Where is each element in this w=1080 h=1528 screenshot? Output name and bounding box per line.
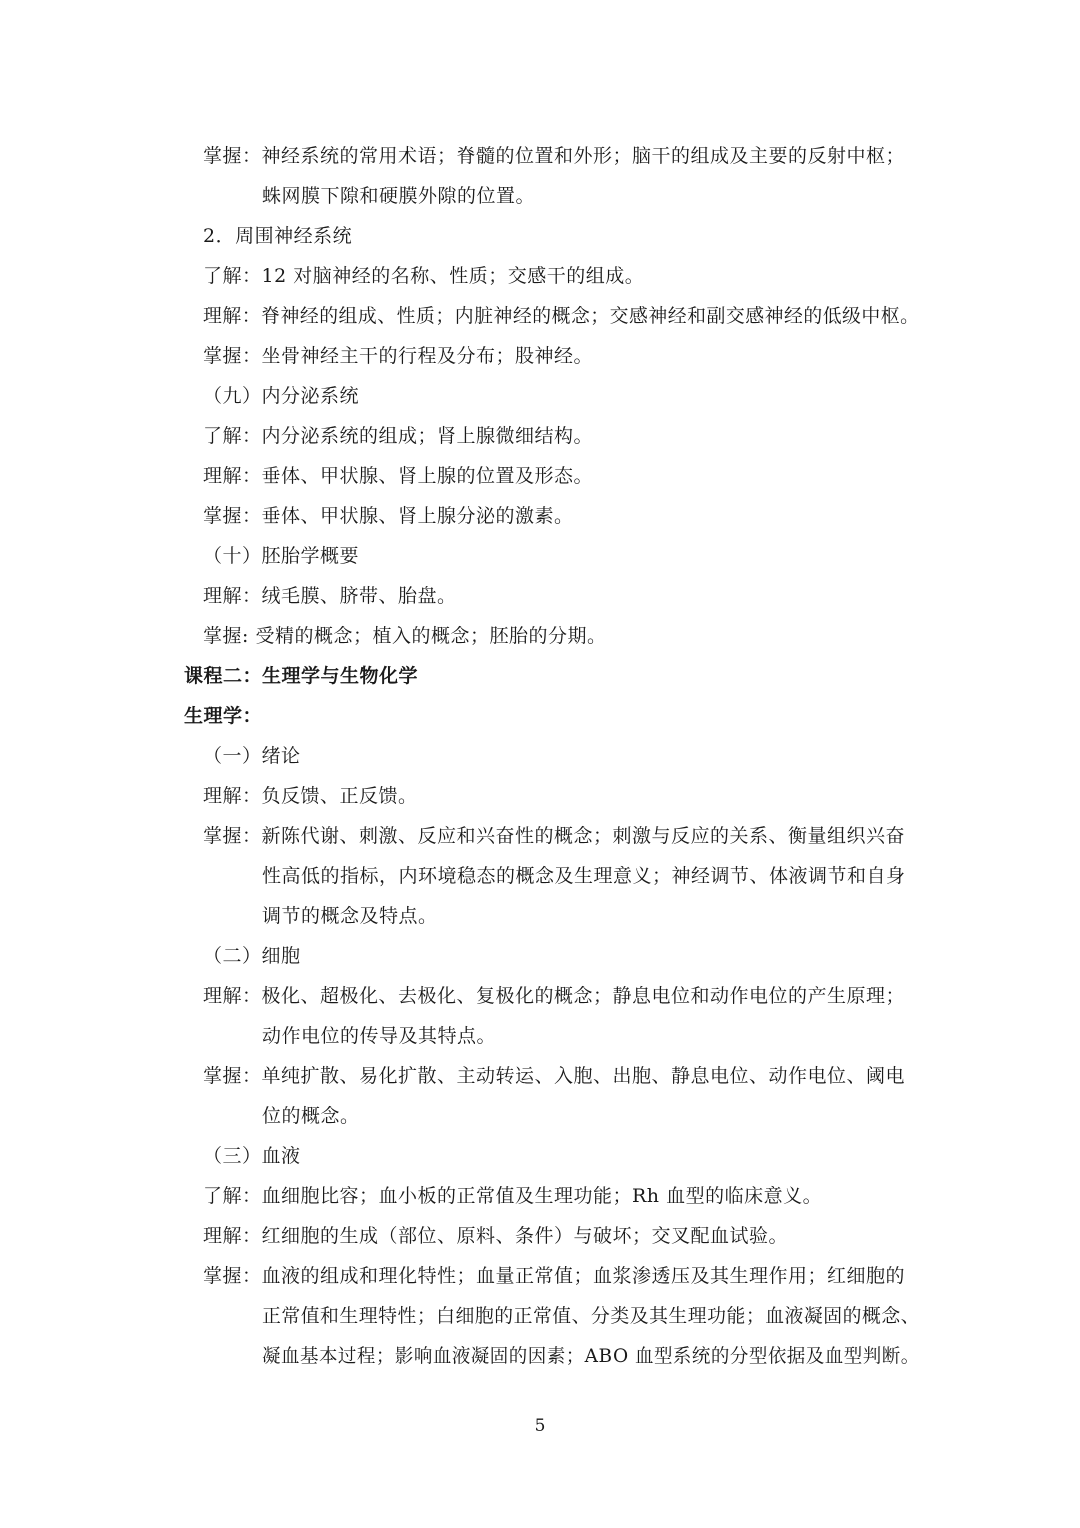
text-line: 调节的概念及特点。 bbox=[262, 905, 438, 927]
text-line: 了解：内分泌系统的组成；肾上腺微细结构。 bbox=[203, 425, 594, 447]
text-line: 性高低的指标，内环境稳态的概念及生理意义；神经调节、体液调节和自身 bbox=[262, 865, 906, 887]
text-line: 了解：12 对脑神经的名称、性质；交感干的组成。 bbox=[203, 265, 645, 287]
section-heading: （十）胚胎学概要 bbox=[203, 545, 360, 567]
page-number: 5 bbox=[534, 1416, 546, 1436]
text-line: 了解：血细胞比容；血小板的正常值及生理功能；Rh 血型的临床意义。 bbox=[203, 1185, 823, 1207]
section-heading: （三）血液 bbox=[203, 1145, 301, 1167]
text-line: 动作电位的传导及其特点。 bbox=[262, 1025, 497, 1047]
section-heading: （九）内分泌系统 bbox=[203, 385, 360, 407]
text-line: 凝血基本过程；影响血液凝固的因素；ABO 血型系统的分型依据及血型判断。 bbox=[262, 1345, 920, 1367]
course-heading: 课程二：生理学与生物化学 bbox=[184, 665, 419, 687]
text-line: 掌握：坐骨神经主干的行程及分布；股神经。 bbox=[203, 345, 594, 367]
text-line: 理解：极化、超极化、去极化、复极化的概念；静息电位和动作电位的产生原理； bbox=[203, 985, 906, 1007]
text-line: 掌握：神经系统的常用术语；脊髓的位置和外形；脑干的组成及主要的反射中枢； bbox=[203, 145, 906, 167]
text-line: 掌握：新陈代谢、刺激、反应和兴奋性的概念；刺激与反应的关系、衡量组织兴奋 bbox=[203, 825, 906, 847]
text-line: 理解：绒毛膜、脐带、胎盘。 bbox=[203, 585, 457, 607]
text-line: 正常值和生理特性；白细胞的正常值、分类及其生理功能；血液凝固的概念、 bbox=[262, 1305, 921, 1327]
text-line: 理解：红细胞的生成（部位、原料、条件）与破坏；交叉配血试验。 bbox=[203, 1225, 789, 1247]
section-heading: （二）细胞 bbox=[203, 945, 301, 967]
text-line: 理解：负反馈、正反馈。 bbox=[203, 785, 418, 807]
text-line: 掌握：血液的组成和理化特性；血量正常值；血浆渗透压及其生理作用；红细胞的 bbox=[203, 1265, 906, 1287]
text-line: 2．周围神经系统 bbox=[203, 225, 353, 247]
text-line: 掌握: 受精的概念；植入的概念；胚胎的分期。 bbox=[203, 625, 607, 647]
text-line: 理解：脊神经的组成、性质；内脏神经的概念；交感神经和副交感神经的低级中枢。 bbox=[203, 305, 920, 327]
subject-heading: 生理学： bbox=[184, 705, 263, 727]
text-line: 蛛网膜下隙和硬膜外隙的位置。 bbox=[262, 185, 536, 207]
text-line: 掌握：垂体、甲状腺、肾上腺分泌的激素。 bbox=[203, 505, 574, 527]
text-line: 掌握：单纯扩散、易化扩散、主动转运、入胞、出胞、静息电位、动作电位、阈电 bbox=[203, 1065, 906, 1087]
section-heading: （一）绪论 bbox=[203, 745, 301, 767]
text-line: 位的概念。 bbox=[262, 1105, 360, 1127]
text-line: 理解：垂体、甲状腺、肾上腺的位置及形态。 bbox=[203, 465, 594, 487]
